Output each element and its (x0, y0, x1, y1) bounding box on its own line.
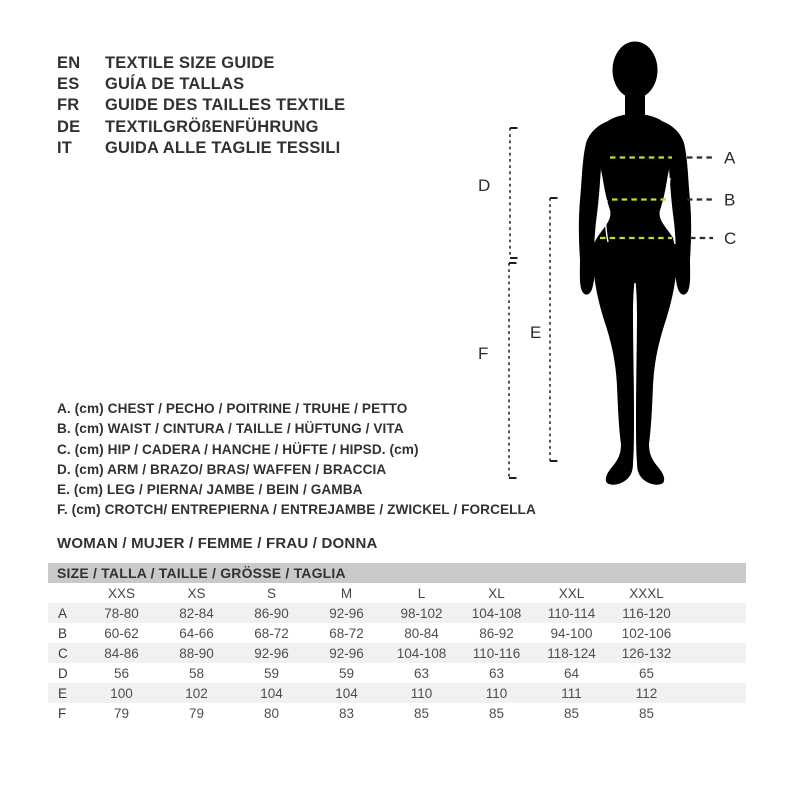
cell: 104 (260, 685, 283, 701)
cell: 64-66 (179, 625, 214, 641)
table-row (48, 603, 746, 623)
language-row (57, 53, 345, 74)
measurement-legend (57, 399, 536, 521)
table-row (48, 623, 746, 643)
cell: 64 (563, 665, 580, 681)
language-title: TEXTILGRÖßENFÜHRUNG (105, 117, 319, 136)
measurement-line: D. (cm) ARM / BRAZO/ BRAS/ WAFFEN / BRACCIA (57, 461, 387, 477)
label-leg: E (530, 323, 542, 342)
column-header: S (266, 585, 276, 601)
language-row (57, 74, 345, 95)
language-title: TEXTILE SIZE GUIDE (105, 54, 275, 73)
table-row (48, 683, 746, 703)
size-table-header-band: SIZE / TALLA / TAILLE / GRÖSSE / TAGLIA (48, 563, 746, 583)
row-label: C (58, 645, 68, 661)
label-hip: C (724, 229, 737, 248)
column-header: XL (488, 585, 505, 601)
cell: 79 (113, 705, 130, 721)
cell: 83 (338, 705, 355, 721)
measurement-line: C. (cm) HIP / CADERA / HANCHE / HÜFTE / HIPSD. (cm) (57, 441, 419, 457)
language-title: GUÍA DE TALLAS (105, 75, 245, 94)
row-label: A (58, 605, 68, 621)
measurement-line: E. (cm) LEG / PIERNA/ JAMBE / BEIN / GAMBA (57, 482, 363, 498)
table-title: WOMAN / MUJER / FEMME / FRAU / DONNA (57, 535, 378, 552)
cell: 110-114 (547, 605, 596, 621)
measurement-line: A. (cm) CHEST / PECHO / POITRINE / TRUHE / PETTO (57, 401, 408, 416)
cell: 58 (188, 665, 205, 681)
cell: 85 (563, 705, 580, 721)
cell: 110 (410, 685, 433, 701)
language-row (57, 117, 345, 138)
row-label: F (58, 705, 67, 721)
cell: 85 (638, 705, 655, 721)
cell: 84-86 (104, 645, 139, 661)
cell: 79 (188, 705, 205, 721)
language-code: ES (57, 75, 80, 94)
column-header: XXXL (629, 585, 664, 601)
cell: 104-108 (471, 605, 522, 621)
cell: 92-96 (329, 605, 364, 621)
cell: 88-90 (179, 645, 214, 661)
measurement-line: F. (cm) CROTCH/ ENTREPIERNA / ENTREJAMBE / ZWICKEL / FORCELLA (57, 502, 536, 518)
table-row (48, 703, 746, 723)
column-header: M (340, 585, 353, 601)
language-title: GUIDE DES TAILLES TEXTILE (105, 96, 346, 115)
row-label: D (58, 665, 68, 681)
woman-silhouette (579, 42, 691, 485)
cell: 104-108 (396, 645, 447, 661)
row-label: B (58, 625, 68, 641)
cell: 86-90 (254, 605, 289, 621)
language-title-list (57, 53, 345, 159)
cell: 68-72 (329, 625, 364, 641)
label-crotch: F (478, 344, 489, 363)
cell: 80 (263, 705, 280, 721)
cell: 78-80 (104, 605, 139, 621)
cell: 116-120 (622, 605, 671, 621)
language-code: EN (57, 54, 81, 73)
cell: 102 (185, 685, 208, 701)
size-table-column-headers (48, 583, 746, 603)
cell: 85 (413, 705, 430, 721)
cell: 56 (113, 665, 130, 681)
cell: 59 (338, 665, 355, 681)
guide-line-arm (478, 128, 518, 258)
cell: 60-62 (104, 625, 139, 641)
column-header: L (417, 585, 426, 601)
language-code: IT (57, 138, 73, 157)
cell: 98-102 (400, 605, 443, 621)
cell: 102-106 (621, 625, 672, 641)
size-table (48, 563, 746, 723)
cell: 59 (263, 665, 280, 681)
cell: 92-96 (329, 645, 364, 661)
cell: 85 (488, 705, 505, 721)
column-header: XXL (558, 585, 585, 601)
cell: 63 (488, 665, 505, 681)
cell: 110 (485, 685, 508, 701)
language-code: DE (57, 117, 81, 136)
cell: 86-92 (479, 625, 514, 641)
cell: 80-84 (404, 625, 439, 641)
cell: 118-124 (547, 645, 596, 661)
cell: 126-132 (621, 645, 672, 661)
cell: 100 (110, 685, 133, 701)
cell: 63 (413, 665, 430, 681)
label-chest: A (724, 148, 736, 168)
cell: 111 (561, 685, 582, 701)
cell: 112 (635, 685, 658, 701)
column-header: XS (187, 585, 206, 601)
table-row (48, 643, 746, 663)
cell: 94-100 (550, 625, 593, 641)
label-waist: B (724, 190, 736, 210)
label-arm: D (478, 176, 491, 195)
cell: 92-96 (254, 645, 289, 661)
language-title: GUIDA ALLE TAGLIE TESSILI (105, 138, 341, 157)
measurement-line: B. (cm) WAIST / CINTURA / TAILLE / HÜFTUNG / VITA (57, 421, 404, 437)
cell: 82-84 (179, 605, 214, 621)
cell: 110-116 (472, 645, 521, 661)
language-code: FR (57, 96, 80, 115)
column-header: XXS (107, 585, 135, 601)
row-label: E (58, 685, 68, 701)
table-row (48, 663, 746, 683)
cell: 68-72 (254, 625, 289, 641)
cell: 104 (335, 685, 358, 701)
language-row (57, 138, 345, 159)
cell: 65 (638, 665, 655, 681)
language-row (57, 95, 345, 116)
